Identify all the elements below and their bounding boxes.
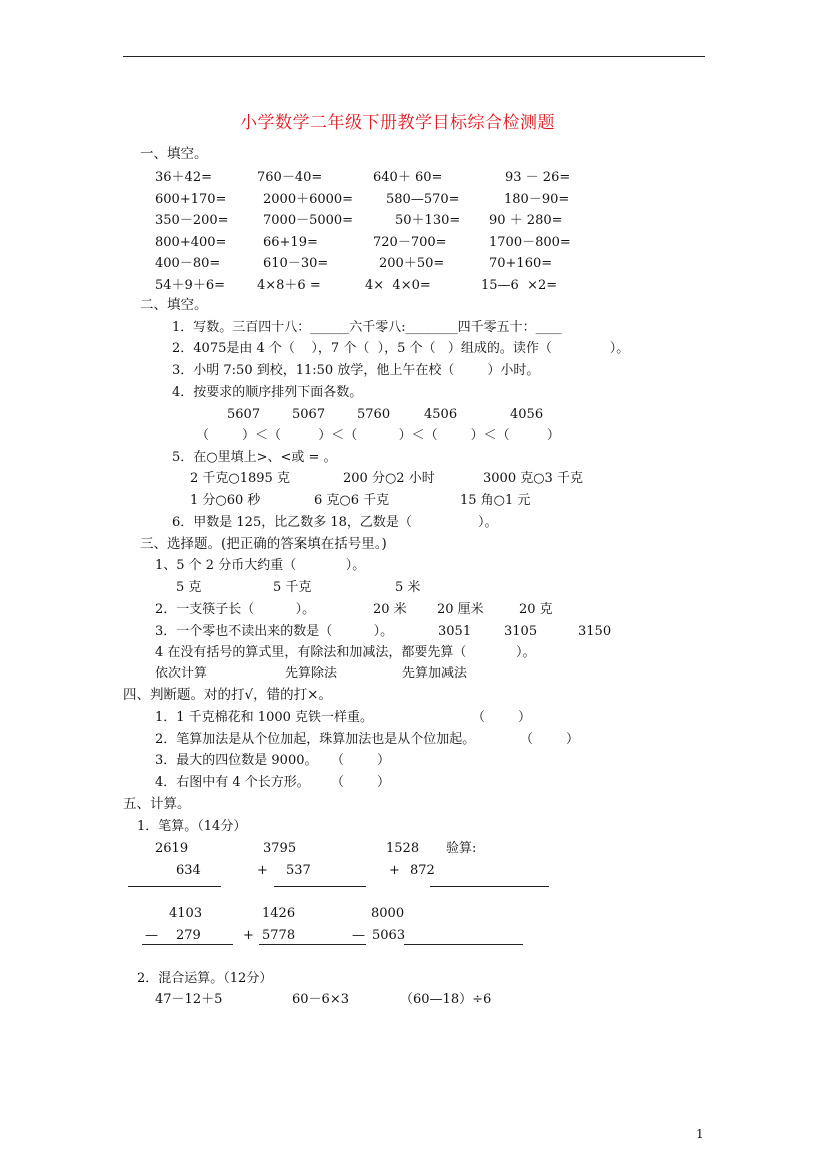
s5-r1-bot-3: 872 — [410, 863, 435, 878]
s5-r1-top-3: 1528 — [386, 841, 420, 856]
s3-q1-opt-2: 5 千克 — [273, 580, 312, 595]
s5-r2-bot-2: 5778 — [262, 928, 296, 943]
s1-r1-c2: 760－40= — [257, 170, 323, 185]
s1-r2-c2: 2000＋6000= — [263, 192, 354, 207]
s5-r1-bot-2: 537 — [286, 863, 311, 878]
s5-r2-line-1 — [142, 944, 233, 945]
s5-r1-top-1: 2619 — [155, 841, 189, 856]
section5-heading: 五、计算。 — [123, 796, 191, 812]
s1-r3-c3: 50＋130= — [395, 213, 461, 228]
s1-r5-c4: 70+160= — [489, 256, 553, 271]
s2-q5-item-3: 3000 克○3 千克 — [483, 471, 583, 486]
s5-mixed-2: 60－6×3 — [292, 992, 349, 1007]
section2-heading: 二、填空。 — [140, 297, 208, 313]
s3-q1: 1、5 个 2 分币大约重（ ）。 — [155, 558, 366, 573]
s2-q4-num-1: 5607 — [227, 407, 261, 422]
section4-heading: 四、判断题。对的打√，错的打×。 — [123, 687, 332, 703]
s5-mixed-1: 47－12＋5 — [155, 992, 223, 1007]
s1-r2-c3: 580—570= — [386, 192, 460, 207]
section1-heading: 一、填空。 — [140, 146, 208, 162]
s4-item-3: 3．最大的四位数是 9000。 — [155, 753, 318, 768]
s5-r2-bot-1: 279 — [176, 928, 201, 943]
s1-r6-c3: 4× 4×0= — [365, 278, 431, 293]
s3-q3: 3．一个零也不读出来的数是（ ）。 — [155, 624, 394, 639]
s2-q5-item-5: 6 克○6 千克 — [314, 493, 390, 508]
s2-q4-num-5: 4056 — [510, 407, 544, 422]
s3-q3-opt-1: 3051 — [438, 624, 472, 639]
s5-r2-bot-3: 5063 — [372, 928, 406, 943]
s2-q5-item-1: 2 千克○1895 克 — [190, 471, 290, 486]
s1-r1-c1: 36＋42= — [155, 170, 212, 185]
s5-r2-top-3: 8000 — [371, 906, 405, 921]
s2-q3: 3．小明 7:50 到校，11:50 放学，他上午在校（ ）小时。 — [172, 363, 540, 378]
s2-q5-item-2: 200 分○2 小时 — [343, 471, 435, 486]
s3-q3-opt-3: 3150 — [578, 624, 612, 639]
s5-r1-top-2: 3795 — [263, 841, 297, 856]
s1-r5-c3: 200＋50= — [379, 256, 445, 271]
s3-q4-opt-2: 先算除法 — [285, 666, 338, 681]
s2-q5: 5．在○里填上>、<或 = 。 — [172, 450, 337, 465]
s1-r4-c3: 720－700= — [373, 235, 447, 250]
s5-r2-top-1: 4103 — [169, 906, 203, 921]
s1-r1-c3: 640＋ 60= — [373, 170, 443, 185]
s4-item-4-paren: （ ） — [331, 775, 391, 790]
s1-r3-c2: 7000－5000= — [263, 213, 354, 228]
s3-q3-opt-2: 3105 — [504, 624, 538, 639]
s5-r1-line-2 — [274, 886, 366, 887]
s5-sub2: 2．混合运算。（12分） — [137, 971, 273, 986]
s5-r2-op-3: — — [352, 928, 365, 943]
s5-sub1: 1．笔算。（14分） — [137, 819, 247, 834]
s1-r4-c2: 66+19= — [263, 235, 318, 250]
s3-q4-opt-1: 依次计算 — [155, 666, 208, 681]
s1-r3-c1: 350－200= — [155, 213, 229, 228]
s4-item-2: 2．笔算加法是从个位加起，珠算加法也是从个位加起。 — [155, 732, 476, 747]
s5-r2-op-2: + — [243, 928, 254, 943]
s2-q4: 4．按要求的顺序排列下面各数。 — [172, 385, 363, 400]
s3-q4: 4 在没有括号的算式里，有除法和加减法，都要先算（ ）。 — [155, 645, 536, 660]
page-number: 1 — [696, 1127, 704, 1141]
page-title: 小学数学二年级下册教学目标综合检测题 — [240, 113, 555, 133]
s1-r6-c4: 15—6 ×2= — [481, 278, 558, 293]
s5-r1-line-3 — [430, 886, 549, 887]
s2-q1: 1．写数。三百四十八：______六千零八:________四千零五十：____ — [172, 320, 562, 335]
s4-item-1: 1．1 千克棉花和 1000 克铁一样重。 — [155, 710, 374, 725]
s4-item-1-paren: （ ） — [472, 710, 532, 725]
s5-r2-top-2: 1426 — [262, 906, 296, 921]
s1-r4-c4: 1700－800= — [489, 235, 571, 250]
s5-check-label: 验算: — [446, 841, 477, 856]
s5-mixed-3: （60—18）÷6 — [400, 992, 492, 1007]
s3-q2-opt-3: 20 克 — [519, 602, 553, 617]
s2-q6: 6．甲数是 125，比乙数多 18，乙数是（ ）。 — [172, 515, 498, 530]
s5-r2-op-1: — — [145, 928, 158, 943]
s3-q2: 2．一支筷子长（ ）。 — [155, 602, 316, 617]
s1-r4-c1: 800+400= — [155, 235, 227, 250]
s2-q4-num-3: 5760 — [357, 407, 391, 422]
s1-r6-c2: 4×8＋6 = — [257, 278, 321, 293]
s5-r2-line-3 — [404, 944, 523, 945]
s4-item-2-paren: （ ） — [520, 732, 580, 747]
s1-r5-c1: 400－80= — [155, 256, 221, 271]
s3-q2-opt-2: 20 厘米 — [437, 602, 484, 617]
s2-q5-item-6: 15 角○1 元 — [460, 493, 531, 508]
s2-q4-num-2: 5067 — [292, 407, 326, 422]
s2-q4-blanks: （ ）＜（ ）＜（ ）＜（ ）＜（ ） — [196, 428, 560, 443]
s2-q5-item-4: 1 分○60 秒 — [190, 493, 261, 508]
s1-r2-c1: 600+170= — [155, 192, 227, 207]
s3-q2-opt-1: 20 米 — [373, 602, 407, 617]
s4-item-3-paren: （ ） — [331, 753, 391, 768]
s1-r5-c2: 610－30= — [263, 256, 329, 271]
s3-q4-opt-3: 先算加减法 — [402, 666, 468, 681]
section3-heading: 三、选择题。(把正确的答案填在括号里。) — [140, 536, 387, 552]
s1-r3-c4: 90 ＋ 280= — [489, 213, 563, 228]
s1-r2-c4: 180－90= — [504, 192, 570, 207]
s5-r1-bot-1: 634 — [176, 863, 201, 878]
s3-q1-opt-1: 5 克 — [176, 580, 202, 595]
s5-r2-line-2 — [259, 944, 366, 945]
s2-q4-num-4: 4506 — [424, 407, 458, 422]
s5-r1-op-3: + — [389, 863, 400, 878]
s5-r1-op-2: + — [257, 863, 268, 878]
s1-r6-c1: 54＋9＋6= — [155, 278, 225, 293]
s1-r1-c4: 93 － 26= — [505, 170, 571, 185]
header-rule — [123, 56, 705, 57]
s3-q1-opt-3: 5 米 — [395, 580, 421, 595]
s4-item-4: 4．右图中有 4 个长方形。 — [155, 775, 310, 790]
s5-r1-line-1 — [128, 886, 221, 887]
s2-q2: 2．4075是由 4 个（ ），7 个（ ），5 个（ ）组成的。读作（ ）。 — [172, 341, 630, 356]
